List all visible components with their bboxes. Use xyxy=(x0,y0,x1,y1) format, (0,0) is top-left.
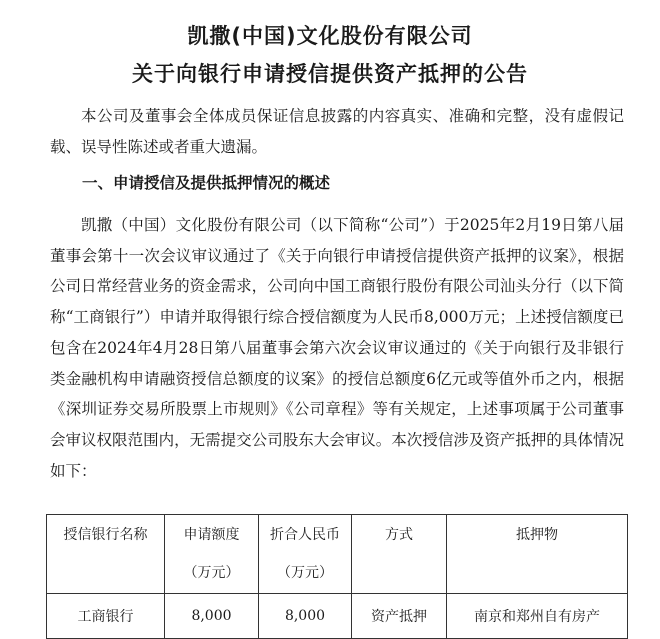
cell-rmb: 8,000 xyxy=(259,594,352,639)
header-bank xyxy=(47,515,165,594)
header-rmb-label: 折合人民币 xyxy=(270,527,340,543)
document-title: 凯撒(中国)文化股份有限公司 xyxy=(187,24,473,48)
collateral-table xyxy=(46,514,628,639)
disclaimer-paragraph: 本公司及董事会全体成员保证信息披露的内容真实、准确和完整，没有虚假记载、误导性陈述或者重大遗漏。 xyxy=(50,107,624,156)
header-collateral-label: 抵押物 xyxy=(516,527,558,543)
table-header-row xyxy=(47,515,628,594)
header-amount-label: 申请额度 xyxy=(183,527,240,543)
header-rmb-unit: （万元） xyxy=(277,565,333,581)
header-bank-label: 授信银行名称 xyxy=(63,527,148,543)
header-method xyxy=(352,515,447,594)
header-method-label: 方式 xyxy=(385,527,413,543)
cell-method: 资产抵押 xyxy=(352,594,447,639)
header-amount xyxy=(165,515,259,594)
cell-amount: 8,000 xyxy=(165,594,259,639)
document-subtitle: 关于向银行申请授信提供资产抵押的公告 xyxy=(132,62,528,86)
header-rmb xyxy=(259,515,352,594)
header-collateral xyxy=(447,515,628,594)
section-heading: 一、申请授信及提供抵押情况的概述 xyxy=(82,174,331,192)
cell-collateral: 南京和郑州自有房产 xyxy=(447,594,628,639)
section-paragraph: 凯撒（中国）文化股份有限公司（以下简称“公司”）于2025年2月19日第八届董事会第十一次会议审议通过了《关于向银行申请授信提供资产抵押的议案》，根据公司日常经营业务的资金需求，公司向中国工商银行股份有限公司汕头分行（以下简称“工商银行”）申请并取得银行综合授信额度为人民币8,000万元；上述授信额度已包含在2024年4月28日第八届董事会第六次会议审议通过的《关于向银行及非银行类金融机构申请融资授信总额度的议案》的授信总额度6亿元或等值外币之内，根据《深圳证券交易所股票上市规则》《公司章程》等有关规定，上述事项属于公司董事会审议权限范围内，无需提交公司股东大会审议。本次授信涉及资产抵押的具体情况如下： xyxy=(50,216,624,480)
header-amount-unit: （万元） xyxy=(183,565,240,581)
cell-bank: 工商银行 xyxy=(47,594,165,639)
table-row xyxy=(47,594,628,639)
